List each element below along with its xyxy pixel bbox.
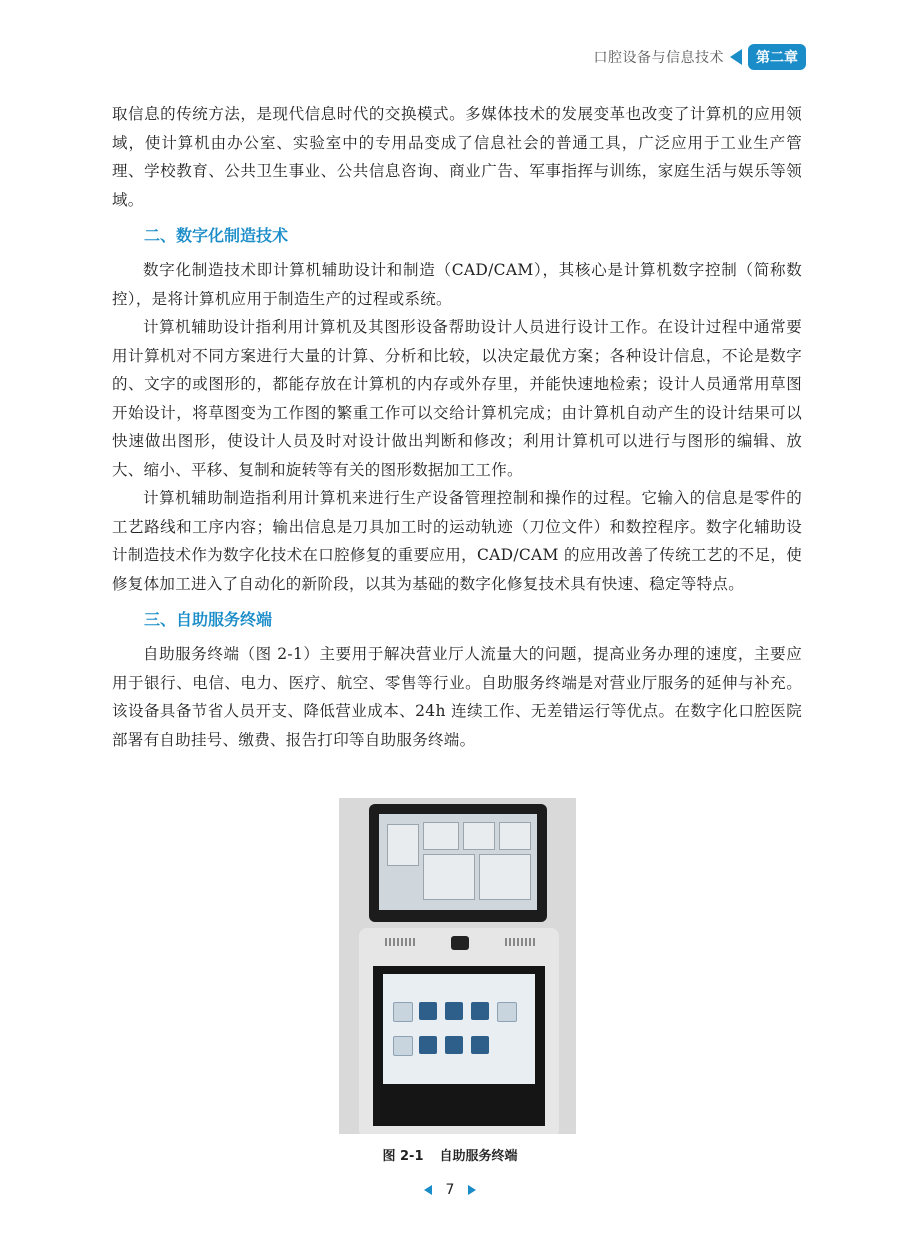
display-tile: [423, 854, 475, 900]
book-title: 口腔设备与信息技术: [593, 50, 724, 66]
kiosk-upper-display: [379, 814, 537, 910]
paragraph: 计算机辅助制造指利用计算机来进行生产设备管理控制和操作的过程。它输入的信息是零件的工艺路线和工序内容；输出信息是刀具加工时的运动轨迹（刀位文件）和数控程序。数字化辅助设计制造技术作为数字化技术在口腔修复的重要应用，CAD/CAM 的应用改善了传统工艺的不足，使修复体加工进入了自动化的新阶段，以其为基础的数字化修复技术具有快速、稳定等特点。: [112, 489, 802, 593]
previous-page-icon: [424, 1185, 432, 1195]
intro-paragraph: 取信息的传统方法，是现代信息时代的交换模式。多媒体技术的发展变革也改变了计算机的应用领域，使计算机由办公室、实验室中的专用品变成了信息社会的普通工具，广泛应用于工业生产管理、学校教育、公共卫生事业、公共信息咨询、商业广告、军事指挥与训练，家庭生活与娱乐等领域。: [112, 105, 802, 209]
display-tile: [387, 824, 419, 866]
menu-tile-icon: [471, 1002, 489, 1020]
section-heading-digital-manufacturing: 二、数字化制造技术: [144, 226, 289, 245]
kiosk-upper-monitor: [369, 804, 547, 922]
paragraph: 数字化制造技术即计算机辅助设计和制造（CAD/CAM），其核心是计算机数字控制（简称数控），是将计算机应用于制造生产的过程或系统。: [112, 261, 802, 308]
left-arrow-icon: [730, 49, 742, 65]
display-tile: [423, 822, 459, 850]
kiosk-body: [359, 928, 559, 1134]
speaker-grille: [505, 938, 535, 946]
menu-tile-icon: [393, 1002, 413, 1022]
running-header: [594, 44, 807, 70]
page-number: 7: [445, 1182, 455, 1198]
kiosk-photo: [339, 798, 576, 1134]
display-tile: [479, 854, 531, 900]
menu-tile-icon: [393, 1036, 413, 1056]
paragraph: 计算机辅助设计指利用计算机及其图形设备帮助设计人员进行设计工作。在设计过程中通常要用计算机对不同方案进行大量的计算、分析和比较，以决定最优方案；各种设计信息，不论是数字的、文字的或图形的，都能存放在计算机的内存或外存里，并能快速地检索；设计人员通常用草图开始设计，将草图变为工作图的繁重工作可以交给计算机完成；由计算机自动产生的设计结果可以快速做出图形，使设计人员及时对设计做出判断和修改；利用计算机可以进行与图形的编辑、放大、缩小、平移、复制和旋转等有关的图形数据加工工作。: [112, 318, 802, 479]
menu-tile-icon: [445, 1036, 463, 1054]
display-tile: [499, 822, 531, 850]
kiosk-touch-display: [383, 974, 535, 1084]
display-tile: [463, 822, 495, 850]
page-content: [112, 100, 802, 754]
menu-tile-icon: [445, 1002, 463, 1020]
menu-tile-icon: [419, 1036, 437, 1054]
section-heading-self-service-terminal: 三、自助服务终端: [144, 610, 273, 629]
menu-tile-icon: [471, 1036, 489, 1054]
figure-number: 图 2-1: [382, 1149, 424, 1164]
kiosk-touchscreen: [373, 966, 545, 1126]
figure-caption-text: 自助服务终端: [439, 1149, 518, 1164]
chapter-badge: 第二章: [748, 44, 806, 70]
menu-tile-icon: [497, 1002, 517, 1022]
menu-tile-icon: [419, 1002, 437, 1020]
figure-caption: [0, 1145, 900, 1164]
page-footer: [0, 1182, 900, 1198]
camera-icon: [451, 936, 469, 950]
paragraph: 自助服务终端（图 2-1）主要用于解决营业厅人流量大的问题，提高业务办理的速度，主要应用于银行、电信、电力、医疗、航空、零售等行业。自助服务终端是对营业厅服务的延伸与补充。该设备具备节省人员开支、降低营业成本、24h 连续工作、无差错运行等优点。在数字化口腔医院部署有自助挂号、缴费、报告打印等自助服务终端。: [112, 645, 802, 749]
speaker-grille: [385, 938, 415, 946]
next-page-icon: [468, 1185, 476, 1195]
